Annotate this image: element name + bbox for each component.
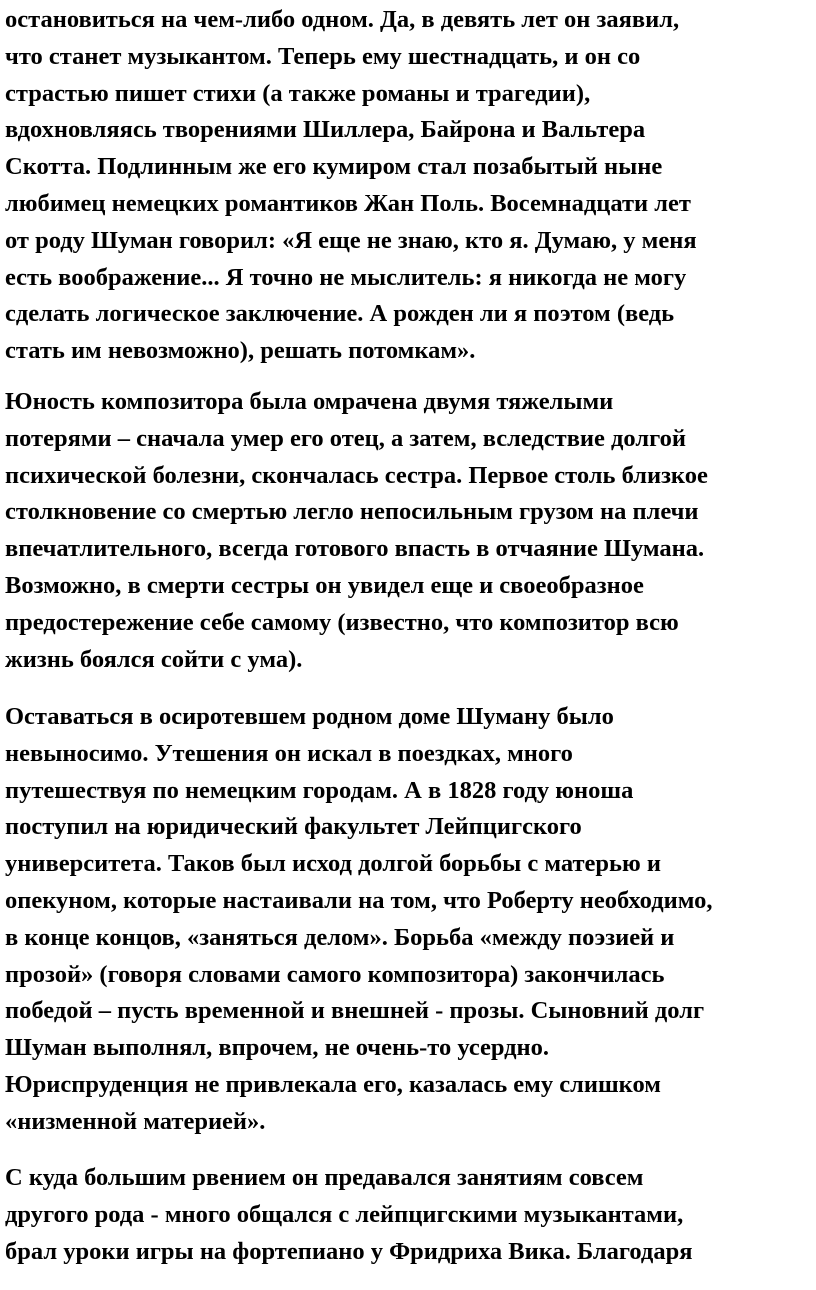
text-line: предостережение себе самому (известно, что композитор всю bbox=[5, 608, 679, 636]
paragraph-4 bbox=[5, 1160, 692, 1270]
text-line: столкновение со смертью легло непосильным грузом на плечи bbox=[5, 498, 699, 526]
text-line: остановиться на чем-либо одном. Да, в девять лет он заявил, bbox=[5, 6, 680, 33]
text-line: Юность композитора была омрачена двумя тяжелыми bbox=[5, 388, 614, 415]
text-line: страстью пишет стихи (а также романы и трагедии), bbox=[5, 79, 591, 107]
text-line: есть воображение... Я точно не мыслитель: я никогда не могу bbox=[5, 263, 687, 291]
text-line: вдохновляясь творениями Шиллера, Байрона и Вальтера bbox=[5, 116, 646, 144]
text-line: Оставаться в осиротевшем родном доме Шуману было bbox=[5, 703, 614, 730]
text-line: С куда большим рвением он предавался занятиям совсем bbox=[5, 1164, 644, 1191]
text-line: что станет музыкантом. Теперь ему шестнадцать, и он со bbox=[5, 42, 641, 70]
text-line: прозой» (говоря словами самого композитора) закончилась bbox=[5, 960, 665, 988]
text-line: в конце концов, «заняться делом». Борьба «между поэзией и bbox=[5, 923, 675, 951]
text-line: жизнь боялся сойти с ума). bbox=[5, 645, 303, 673]
text-line: путешествуя по немецким городам. А в 1828 году юноша bbox=[5, 776, 634, 804]
text-line: Шуман выполнял, впрочем, не очень-то усердно. bbox=[5, 1034, 550, 1062]
text-line: брал уроки игры на фортепиано у Фридриха Вика. Благодаря bbox=[5, 1237, 693, 1265]
text-line: психической болезни, скончалась сестра. Первое столь близкое bbox=[5, 461, 708, 489]
text-line: невыносимо. Утешения он искал в поездках, много bbox=[5, 739, 573, 767]
text-line: опекуном, которые настаивали на том, что Роберту необходимо, bbox=[5, 886, 713, 914]
text-line: другого рода - много общался с лейпцигскими музыкантами, bbox=[5, 1200, 684, 1228]
text-line: сделать логическое заключение. А рожден ли я поэтом (ведь bbox=[5, 300, 675, 328]
paragraph-3 bbox=[5, 699, 712, 1141]
paragraph-2 bbox=[5, 384, 708, 678]
text-line: впечатлительного, всегда готового впасть в отчаяние Шумана. bbox=[5, 535, 705, 563]
paragraph-1 bbox=[5, 2, 697, 370]
text-line: Юриспруденция не привлекала его, казалась ему слишком bbox=[5, 1070, 661, 1098]
text-line: «низменной материей». bbox=[5, 1107, 266, 1135]
text-line: Возможно, в смерти сестры он увидел еще и своеобразное bbox=[5, 571, 644, 599]
text-line: победой – пусть временной и внешней - прозы. Сыновний долг bbox=[5, 997, 705, 1025]
text-line: любимец немецких романтиков Жан Поль. Восемнадцати лет bbox=[5, 189, 691, 217]
text-line: Скотта. Подлинным же его кумиром стал позабытый ныне bbox=[5, 153, 663, 181]
text-line: потерями – сначала умер его отец, а затем, вследствие долгой bbox=[5, 424, 686, 452]
text-line: стать им невозможно), решать потомкам». bbox=[5, 337, 476, 365]
text-line: от роду Шуман говорил: «Я еще не знаю, кто я. Думаю, у меня bbox=[5, 226, 697, 254]
text-line: поступил на юридический факультет Лейпцигского bbox=[5, 813, 582, 841]
text-line: университета. Таков был исход долгой борьбы с матерью и bbox=[5, 850, 661, 878]
